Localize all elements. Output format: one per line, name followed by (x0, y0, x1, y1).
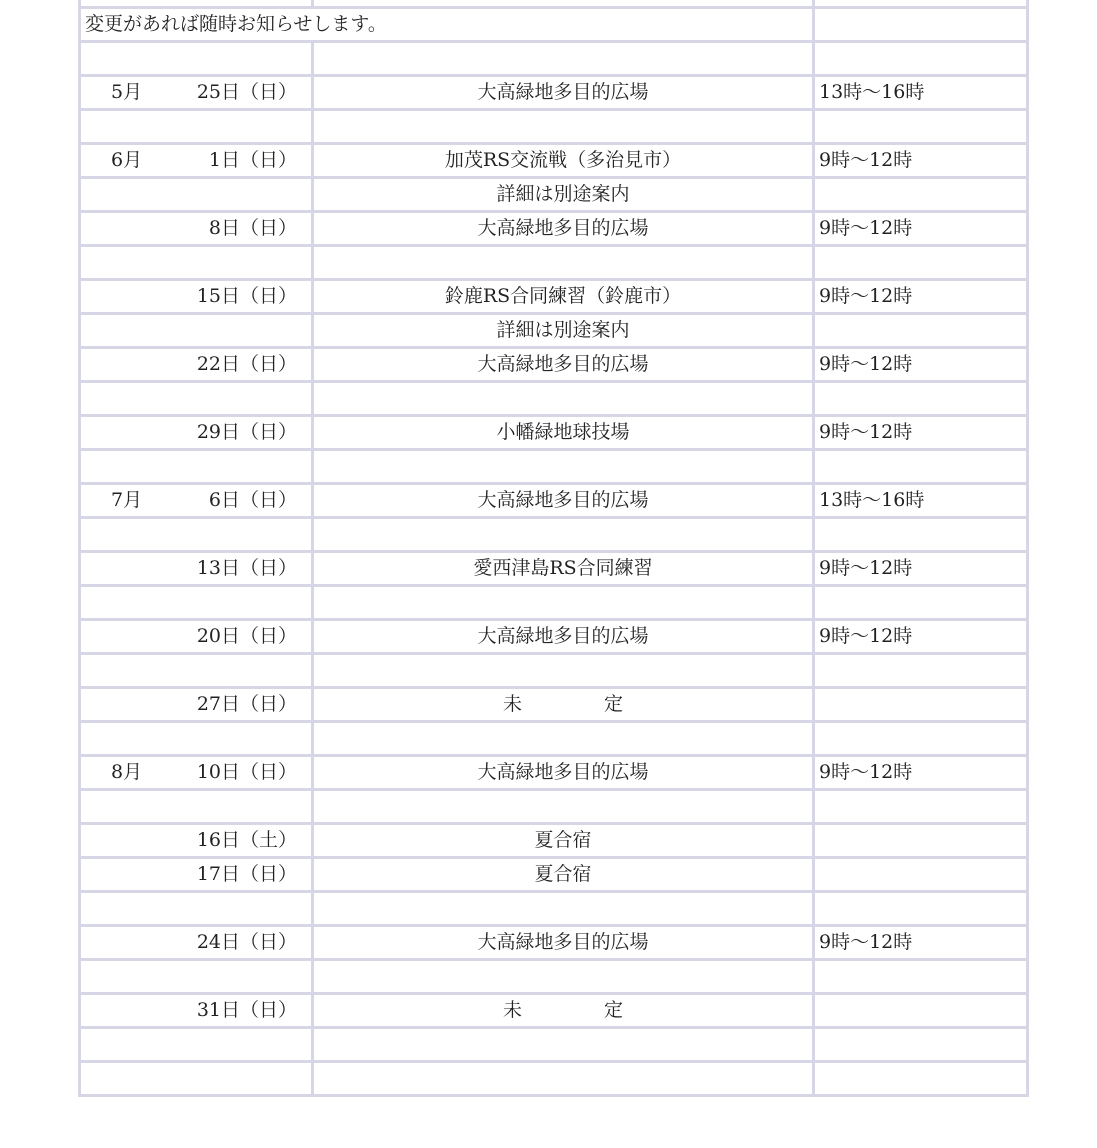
place-cell: 大高緑地多目的広場 (313, 348, 814, 382)
notice-text: 変更があれば随時お知らせします。 (80, 8, 814, 42)
month-cell (80, 348, 184, 382)
table-row (80, 756, 1028, 790)
month-cell (80, 280, 184, 314)
tbd-label (503, 995, 623, 1026)
table-row (80, 824, 1028, 858)
blank-row (80, 892, 1028, 926)
table-row (80, 144, 1028, 178)
blank-row (80, 722, 1028, 756)
month-cell: 7月 (80, 484, 184, 518)
month-cell (80, 416, 184, 450)
blank-row (80, 1028, 1028, 1062)
month-cell (80, 926, 184, 960)
table-row (80, 76, 1028, 110)
month-cell: 5月 (80, 76, 184, 110)
day-cell: 31日（日） (184, 994, 313, 1028)
tbd-char-1: 未 (502, 999, 522, 1021)
time-cell: 9時〜12時 (814, 212, 1028, 246)
blank-row (80, 790, 1028, 824)
month-cell (80, 212, 184, 246)
day-cell: 20日（日） (184, 620, 313, 654)
place-cell: 小幡緑地球技場 (313, 416, 814, 450)
place-cell: 大高緑地多目的広場 (313, 76, 814, 110)
time-cell (814, 688, 1028, 722)
time-cell (814, 994, 1028, 1028)
table-row (80, 688, 1028, 722)
month-cell (80, 688, 184, 722)
time-cell (814, 824, 1028, 858)
place-cell: 大高緑地多目的広場 (313, 620, 814, 654)
day-cell: 13日（日） (184, 552, 313, 586)
tbd-label (503, 689, 623, 720)
place-cell: 夏合宿 (313, 824, 814, 858)
table-row (80, 484, 1028, 518)
blank-row (80, 450, 1028, 484)
day-cell: 27日（日） (184, 688, 313, 722)
time-cell: 9時〜12時 (814, 620, 1028, 654)
day-cell: 29日（日） (184, 416, 313, 450)
time-cell: 9時〜12時 (814, 926, 1028, 960)
note-row (80, 314, 1028, 348)
place-cell: 大高緑地多目的広場 (313, 756, 814, 790)
time-cell: 9時〜12時 (814, 552, 1028, 586)
table-row-top-partial (80, 0, 1028, 8)
table-row (80, 994, 1028, 1028)
notice-row (80, 8, 1028, 42)
place-cell: 加茂RS交流戦（多治見市） (313, 144, 814, 178)
place-cell (313, 688, 814, 722)
note-cell: 詳細は別途案内 (313, 178, 814, 212)
place-cell: 夏合宿 (313, 858, 814, 892)
blank-row (80, 110, 1028, 144)
day-cell: 15日（日） (184, 280, 313, 314)
time-cell: 13時〜16時 (814, 76, 1028, 110)
place-cell: 大高緑地多目的広場 (313, 484, 814, 518)
time-cell: 9時〜12時 (814, 144, 1028, 178)
blank-row (80, 42, 1028, 76)
schedule-table (78, 0, 1029, 1097)
place-cell: 大高緑地多目的広場 (313, 212, 814, 246)
month-cell (80, 994, 184, 1028)
table-row (80, 858, 1028, 892)
month-cell (80, 620, 184, 654)
table-row (80, 926, 1028, 960)
day-cell: 8日（日） (184, 212, 313, 246)
day-cell: 24日（日） (184, 926, 313, 960)
time-cell: 9時〜12時 (814, 280, 1028, 314)
time-cell: 13時〜16時 (814, 484, 1028, 518)
day-cell: 17日（日） (184, 858, 313, 892)
time-cell: 9時〜12時 (814, 348, 1028, 382)
table-row (80, 280, 1028, 314)
blank-row (80, 518, 1028, 552)
place-cell (313, 994, 814, 1028)
table-row (80, 620, 1028, 654)
blank-row (80, 586, 1028, 620)
month-cell: 8月 (80, 756, 184, 790)
table-row (80, 348, 1028, 382)
month-cell: 6月 (80, 144, 184, 178)
day-cell: 10日（日） (184, 756, 313, 790)
schedule-sheet (78, 0, 1026, 1097)
day-cell: 6日（日） (184, 484, 313, 518)
note-cell: 詳細は別途案内 (313, 314, 814, 348)
day-cell: 16日（土） (184, 824, 313, 858)
month-cell (80, 858, 184, 892)
time-cell (814, 858, 1028, 892)
blank-row (80, 1062, 1028, 1096)
blank-row (80, 382, 1028, 416)
tbd-char-2: 定 (604, 693, 624, 715)
time-cell: 9時〜12時 (814, 416, 1028, 450)
place-cell: 大高緑地多目的広場 (313, 926, 814, 960)
table-row (80, 552, 1028, 586)
time-cell: 9時〜12時 (814, 756, 1028, 790)
table-row (80, 416, 1028, 450)
table-row (80, 212, 1028, 246)
tbd-char-2: 定 (604, 999, 624, 1021)
tbd-char-1: 未 (502, 693, 522, 715)
day-cell: 25日（日） (184, 76, 313, 110)
month-cell (80, 824, 184, 858)
note-row (80, 178, 1028, 212)
blank-row (80, 246, 1028, 280)
place-cell: 鈴鹿RS合同練習（鈴鹿市） (313, 280, 814, 314)
day-cell: 22日（日） (184, 348, 313, 382)
blank-row (80, 654, 1028, 688)
day-cell: 1日（日） (184, 144, 313, 178)
blank-row (80, 960, 1028, 994)
month-cell (80, 552, 184, 586)
place-cell: 愛西津島RS合同練習 (313, 552, 814, 586)
